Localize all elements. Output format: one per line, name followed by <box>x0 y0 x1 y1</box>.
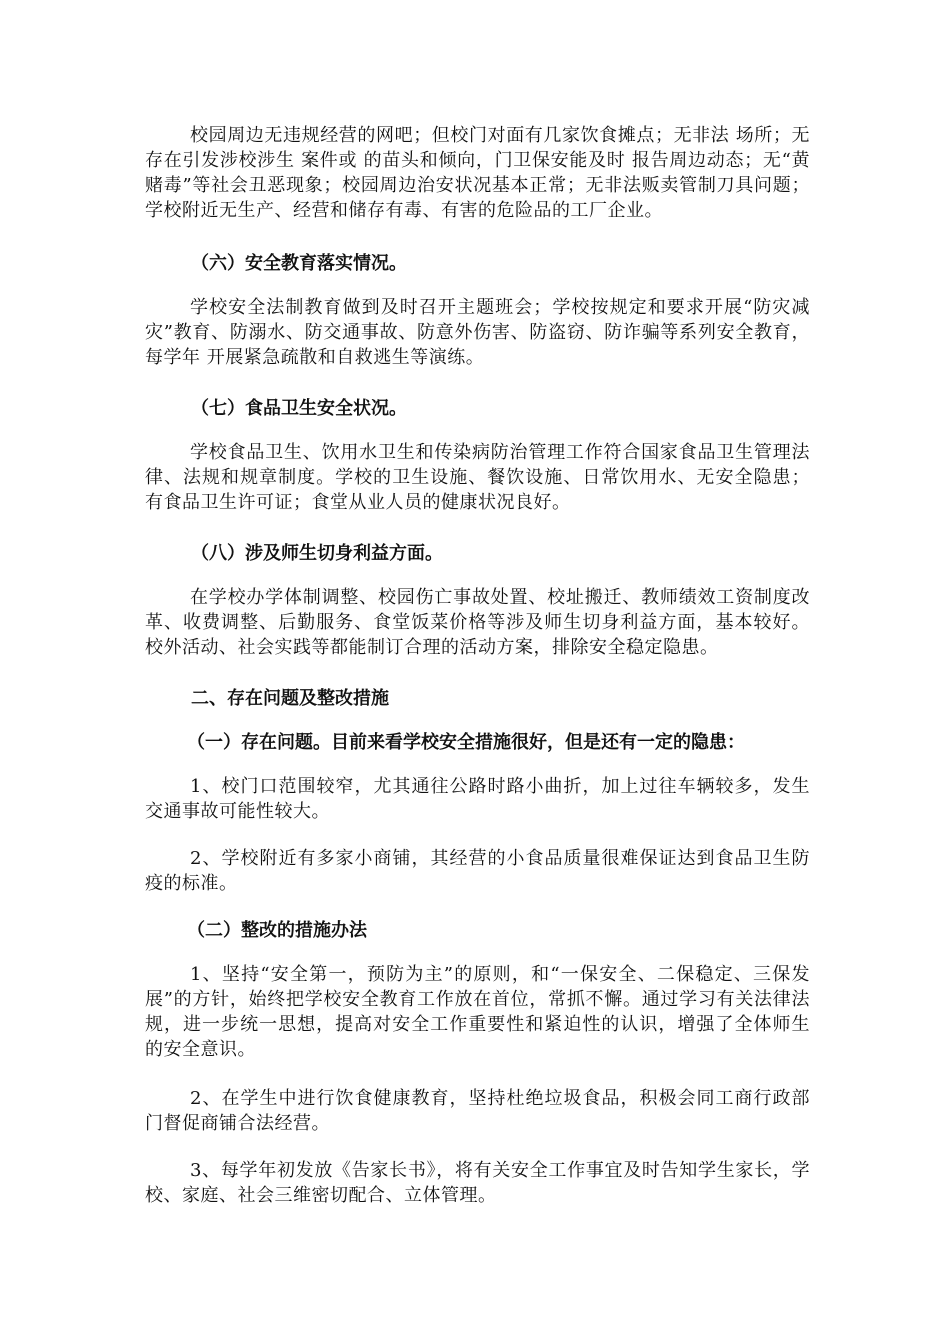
heading-existing-problems: （一）存在问题。目前来看学校安全措施很好，但是还有一定的隐患： <box>187 732 745 753</box>
paragraph-issue-2: 2、学校附近有多家小商铺，其经营的小食品质量很难保证达到食品卫生防疫的标准。 <box>145 848 810 894</box>
paragraph-teacher-student-interests: 在学校办学体制调整、校园伤亡事故处置、校址搬迁、教师绩效工资制度改革、收费调整、后勤服务、食堂饭菜价格等涉及师生切身利益方面，基本较好。校外活动、社会实践等都能制订合理的活动方案，排除安全稳定隐患。 <box>145 587 810 658</box>
heading-food-hygiene: （七）食品卫生安全状况。 <box>191 398 407 419</box>
paragraph-food-hygiene: 学校食品卫生、饮用水卫生和传染病防治管理工作符合国家食品卫生管理法律、法规和规章制度。学校的卫生设施、餐饮设施、日常饮用水、无安全隐患；有食品卫生许可证；食堂从业人员的健康状况良好。 <box>145 442 810 513</box>
heading-teacher-student-interests: （八）涉及师生切身利益方面。 <box>191 543 443 564</box>
paragraph-issue-1: 1、校门口范围较窄，尤其通往公路时路小曲折，加上过往车辆较多，发生交通事故可能性较大。 <box>145 776 810 822</box>
paragraph-measure-1: 1、坚持“安全第一，预防为主”的原则，和“一保安全、二保稳定、三保发展”的方针，始终把学校安全教育工作放在首位，常抓不懈。通过学习有关法律法规，进一步统一思想，提高对安全工作重要性和紧迫性的认识，增强了全体师生的安全意识。 <box>145 964 810 1060</box>
paragraph-safety-education: 学校安全法制教育做到及时召开主题班会；学校按规定和要求开展“防灾减灾”教育、防溺水、防交通事故、防意外伤害、防盗窃、防诈骗等系列安全教育，每学年 开展紧急疏散和自救逃生等演练。 <box>145 297 810 368</box>
heading-safety-education: （六）安全教育落实情况。 <box>191 253 407 274</box>
paragraph-campus-surroundings: 校园周边无违规经营的网吧；但校门对面有几家饮食摊点；无非法 场所；无存在引发涉校涉生 案件或 的苗头和倾向，门卫保安能及时 报告周边动态；无“黄赌毒”等社会丑恶现象；校园周边治安状况基本正常；无非法贩卖管制刀具问题；学校附近无生产、经营和储存有毒、有害的危险品的工厂企业。 <box>145 125 810 221</box>
paragraph-measure-3: 3、每学年初发放《告家长书》，将有关安全工作事宜及时告知学生家长，学校、家庭、社会三维密切配合、立体管理。 <box>145 1160 810 1206</box>
section-heading-problems-and-measures: 二、存在问题及整改措施 <box>191 688 389 709</box>
paragraph-measure-2: 2、在学生中进行饮食健康教育，坚持杜绝垃圾食品，积极会同工商行政部门督促商铺合法经营。 <box>145 1088 810 1134</box>
heading-rectification-measures: （二）整改的措施办法 <box>187 920 367 941</box>
